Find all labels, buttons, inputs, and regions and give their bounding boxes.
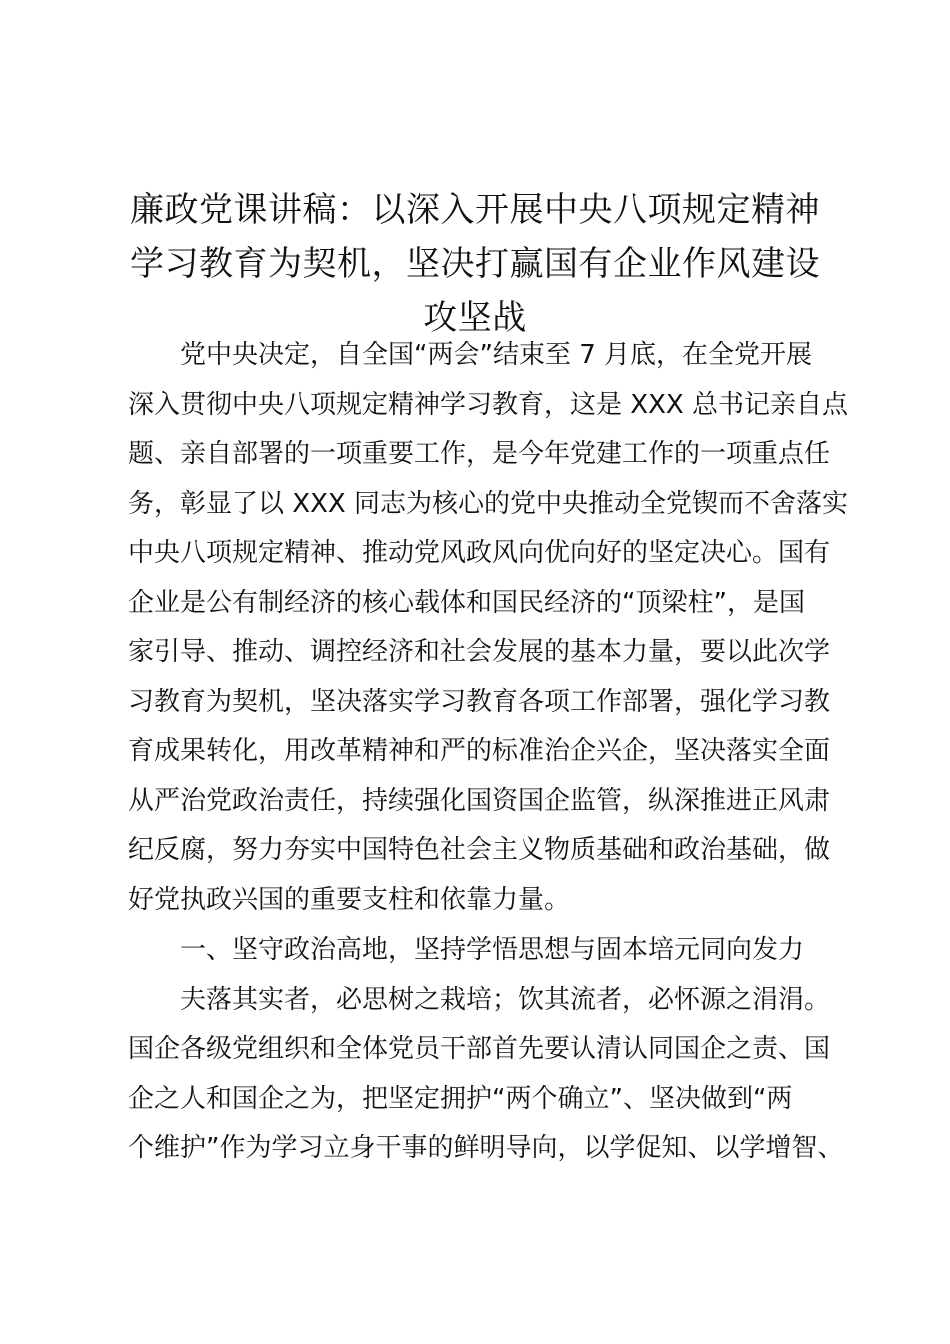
paragraph-1-line: 深入贯彻中央八项规定精神学习教育，这是 XXX 总书记亲自点 <box>128 389 848 420</box>
paragraph-2-line: 个维护”作为学习立身干事的鲜明导向，以学促知、以学增智、 <box>128 1133 844 1163</box>
paragraph-1-line: 企业是公有制经济的核心载体和国民经济的“顶梁柱”，是国 <box>128 587 805 618</box>
title-line-1: 廉政党课讲稿：以深入开展中央八项规定精神 <box>130 190 820 230</box>
document-title <box>118 183 832 345</box>
paragraph-1-line: 务，彰显了以 XXX 同志为核心的党中央推动全党锲而不舍落实 <box>128 488 848 519</box>
paragraph-1-line: 纪反腐，努力夯实中国特色社会主义物质基础和政治基础，做 <box>128 835 831 865</box>
paragraph-2-line: 企之人和国企之为，把坚定拥护“两个确立”、坚决做到“两 <box>128 1083 793 1114</box>
paragraph-1-line: 中央八项规定精神、推动党风政风向优向好的坚定决心。国有 <box>128 538 831 568</box>
section-heading: 一、坚守政治高地，坚持学悟思想与固本培元同向发力 <box>180 935 805 965</box>
title-line-3: 攻坚战 <box>423 298 527 338</box>
paragraph-1-line: 育成果转化，用改革精神和严的标准治企兴企，坚决落实全面 <box>128 736 831 766</box>
paragraph-2-line: 夫落其实者，必思树之栽培；饮其流者，必怀源之涓涓。 <box>180 984 831 1015</box>
paragraph-1-line: 题、亲自部署的一项重要工作，是今年党建工作的一项重点任 <box>128 439 831 469</box>
document-body <box>128 331 848 1174</box>
paragraph-1-line: 家引导、推动、调控经济和社会发展的基本力量，要以此次学 <box>128 637 831 667</box>
paragraph-1-line: 习教育为契机，坚决落实学习教育各项工作部署，强化学习教 <box>128 686 831 717</box>
paragraph-2-line: 国企各级党组织和全体党员干部首先要认清认同国企之责、国 <box>128 1034 831 1064</box>
title-line-2: 学习教育为契机，坚决打赢国有企业作风建设 <box>130 244 820 284</box>
paragraph-1-line: 从严治党政治责任，持续强化国资国企监管，纵深推进正风肃 <box>128 785 831 816</box>
paragraph-1-line: 好党执政兴国的重要支柱和依靠力量。 <box>128 884 571 915</box>
paragraph-1-line: 党中央决定，自全国“两会”结束至 7 月底，在全党开展 <box>180 340 813 370</box>
